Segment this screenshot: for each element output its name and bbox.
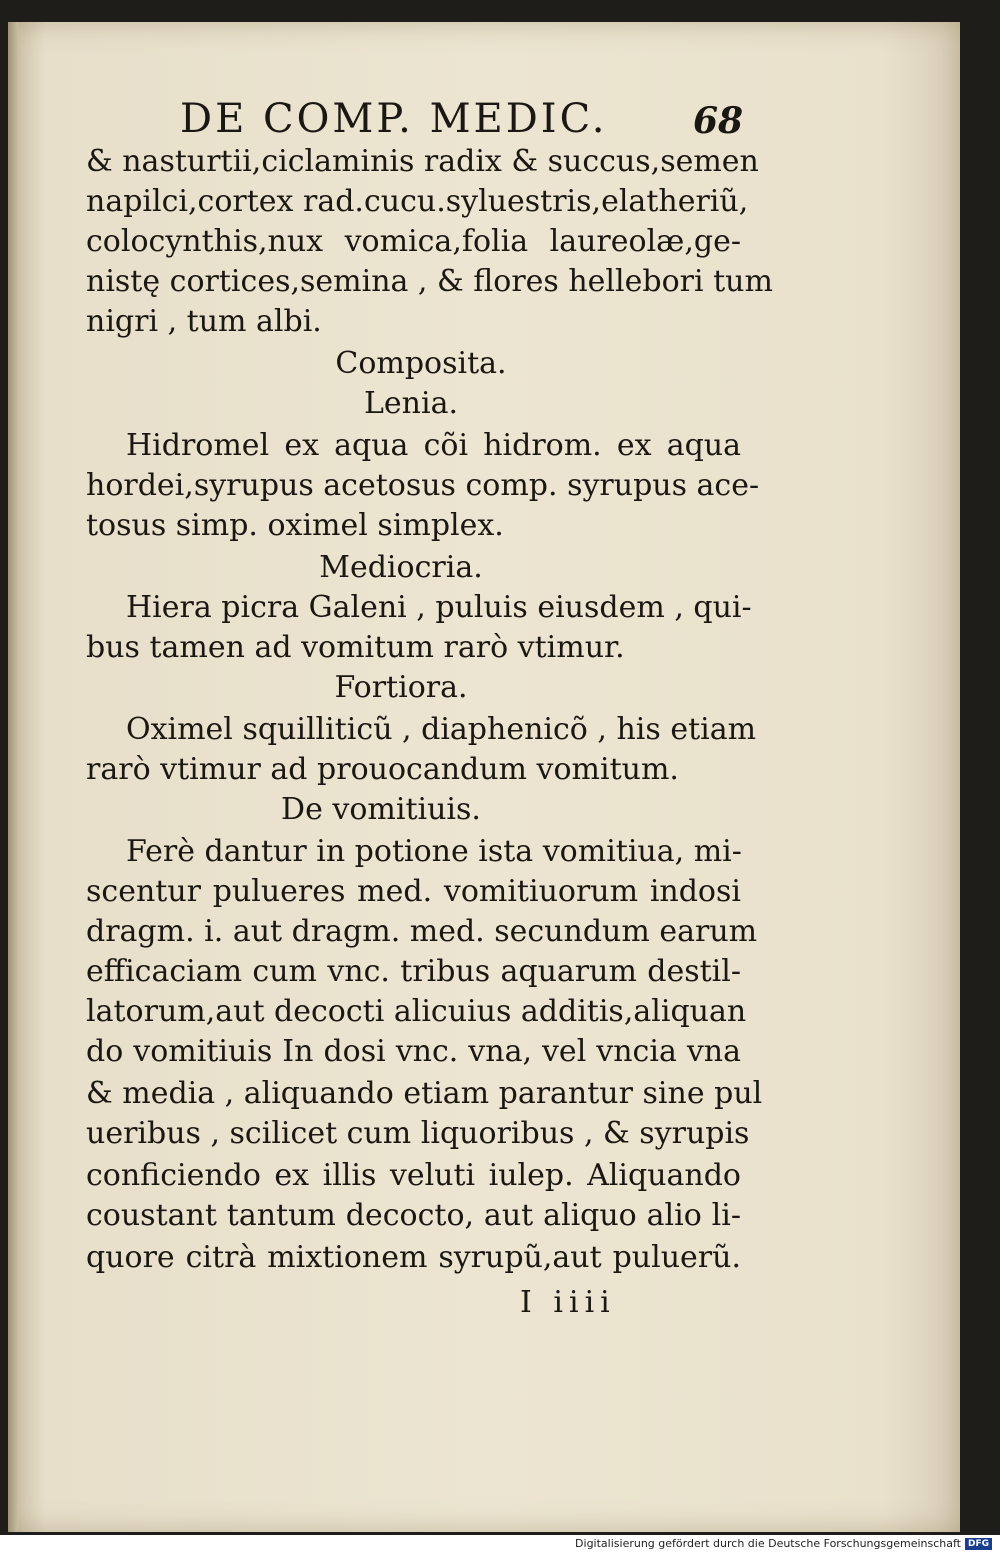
page-number: 68: [693, 100, 744, 142]
text-line: quore citrà mixtionem syrupũ,aut puluerũ.: [86, 1240, 741, 1275]
subheading-lenia: Lenia.: [363, 386, 458, 421]
text-line: efficaciam cum vnc. tribus aquarum destil-: [86, 954, 741, 989]
text-line: Hiera picra Galeni , puluis eiusdem , qui-: [126, 590, 752, 625]
text-line: hordei,syrupus acetosus comp. syrupus ace-: [86, 468, 760, 503]
footer-credit: [575, 1537, 992, 1550]
text-line: conficiendo ex illis veluti iulep. Aliquando: [86, 1158, 741, 1193]
text-line: rarò vtimur ad prouocandum vomitum.: [86, 752, 679, 787]
running-header: DE COMP. MEDIC.: [180, 96, 608, 142]
subheading-de-vomitiuis: De vomitiuis.: [281, 792, 481, 827]
text-line: dragm. i. aut dragm. med. secundum earum: [86, 914, 758, 949]
text-line: napilci,cortex rad.cucu.syluestris,elatheriũ,: [86, 184, 749, 219]
signature-mark: I iiii: [520, 1285, 616, 1320]
text-line: Hidromel ex aqua cõi hidrom. ex aqua: [126, 428, 741, 463]
text-line: Oximel squilliticũ , diaphenicõ , his etiam: [126, 712, 757, 747]
text-line: bus tamen ad vomitum rarò vtimur.: [86, 630, 625, 665]
text-line: nigri , tum albi.: [86, 304, 322, 339]
text-line: tosus simp. oximel simplex.: [86, 508, 504, 543]
text-line: Ferè dantur in potione ista vomitiua, mi-: [126, 834, 742, 869]
text-line: colocynthis,nux vomica,folia laureolæ,ge-: [86, 224, 741, 259]
page-gutter-edge: [8, 22, 18, 1532]
text-line: & media , aliquando etiam parantur sine pul: [86, 1076, 763, 1111]
subheading-mediocria: Mediocria.: [319, 550, 483, 585]
text-line: nistę cortices,semina , & flores hellebori tum: [86, 264, 773, 299]
subheading-fortiora: Fortiora.: [334, 670, 468, 705]
text-line: do vomitiuis In dosi vnc. vna, vel vncia vna: [86, 1034, 741, 1069]
dfg-logo: DFG: [965, 1538, 992, 1550]
footer-credit-text: Digitalisierung gefördert durch die Deutsche Forschungsgemeinschaft: [575, 1537, 961, 1550]
text-line: latorum,aut decocti alicuius additis,aliquan: [86, 994, 747, 1029]
text-line: coustant tantum decocto, aut aliquo alio li-: [86, 1198, 741, 1233]
text-line: scentur pulueres med. vomitiuorum indosi: [86, 874, 741, 909]
text-line: & nasturtii,ciclaminis radix & succus,semen: [86, 144, 759, 179]
section-heading: Composita.: [335, 346, 507, 381]
text-line: ueribus , scilicet cum liquoribus , & syrupis: [86, 1116, 750, 1151]
